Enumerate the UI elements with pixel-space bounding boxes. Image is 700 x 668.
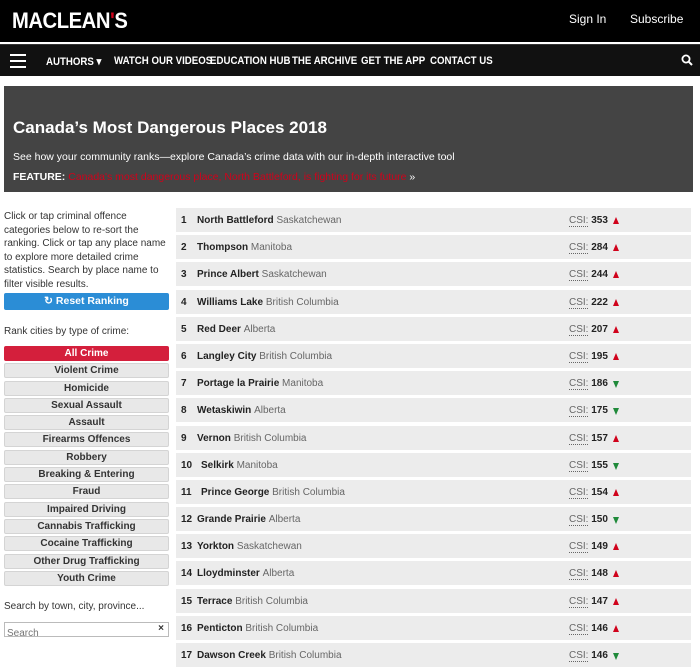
subscribe-link[interactable]: Subscribe: [630, 12, 684, 26]
rank-number: 5: [181, 323, 187, 335]
csi-label[interactable]: CSI:: [569, 378, 589, 390]
trend-up-icon: [613, 543, 619, 550]
city-name: Penticton: [197, 622, 243, 634]
province-name: Saskatchewan: [236, 541, 302, 553]
province-name: British Columbia: [245, 622, 319, 634]
ranking-row[interactable]: [176, 643, 691, 667]
csi-label[interactable]: CSI:: [569, 459, 589, 471]
crime-filter-list: [4, 346, 169, 588]
csi-label[interactable]: CSI:: [569, 622, 589, 634]
nav-contact-us[interactable]: CONTACT US: [430, 55, 493, 67]
ranking-row[interactable]: [176, 616, 691, 640]
place-name[interactable]: [197, 650, 342, 661]
hamburger-menu-icon[interactable]: [10, 54, 26, 67]
rank-number: 11: [181, 486, 192, 498]
ranking-list: [176, 208, 691, 668]
feature-label: FEATURE:: [13, 171, 66, 183]
csi-value: 154: [591, 486, 608, 498]
nav-education-hub[interactable]: EDUCATION HUB: [210, 55, 291, 67]
csi-value: 222: [591, 296, 608, 308]
site-logo[interactable]: MACLEAN'S: [12, 8, 128, 33]
trend-up-icon: [613, 598, 619, 605]
reset-ranking-label: Reset Ranking: [55, 295, 129, 307]
crime-filter-cannabis-trafficking[interactable]: Cannabis Trafficking: [4, 519, 169, 534]
csi-score: [569, 541, 608, 552]
place-name[interactable]: [197, 405, 286, 416]
city-name: Thompson: [197, 242, 249, 254]
clear-search-icon[interactable]: ×: [158, 623, 164, 634]
hero-banner: [4, 86, 693, 192]
ranking-row[interactable]: [176, 534, 691, 558]
trend-up-icon: [613, 435, 619, 442]
csi-value: 207: [591, 323, 608, 335]
city-name: Portage la Prairie: [197, 378, 280, 390]
rank-number: 2: [181, 242, 187, 254]
csi-score: [569, 378, 608, 389]
crime-filter-homicide[interactable]: Homicide: [4, 381, 169, 396]
trend-up-icon: [613, 353, 619, 360]
rank-number: 3: [181, 269, 187, 281]
trend-up-icon: [613, 244, 619, 251]
ranking-row[interactable]: [176, 398, 691, 422]
city-name: North Battleford: [197, 215, 274, 226]
csi-score: [569, 650, 608, 661]
province-name: Alberta: [243, 323, 276, 335]
trend-down-icon: [613, 653, 619, 660]
trend-up-icon: [613, 570, 619, 577]
place-name[interactable]: [197, 324, 275, 335]
place-name[interactable]: [201, 487, 345, 498]
csi-label[interactable]: CSI:: [569, 486, 589, 498]
csi-label[interactable]: CSI:: [569, 350, 589, 362]
instructions-text: Click or tap criminal offence categories below to re-sort the ranking. Click or tap any place name to explore more detailed crime statistics. Search by place name to filter visible results.: [4, 211, 166, 290]
province-name: Alberta: [254, 405, 286, 417]
rank-number: 15: [181, 595, 193, 607]
trend-up-icon: [613, 299, 619, 306]
reset-ranking-button[interactable]: [4, 293, 169, 310]
place-name[interactable]: [197, 433, 307, 444]
csi-value: 186: [591, 378, 608, 390]
ranking-row[interactable]: [176, 561, 691, 585]
trend-down-icon: [613, 463, 619, 470]
place-name[interactable]: [197, 297, 339, 308]
csi-value: 150: [591, 514, 608, 526]
crime-filter-impaired-driving[interactable]: Impaired Driving: [4, 502, 169, 517]
csi-value: 148: [591, 568, 608, 580]
rank-number: 8: [181, 405, 187, 417]
place-name[interactable]: [197, 269, 327, 280]
crime-filter-sexual-assault[interactable]: Sexual Assault: [4, 398, 169, 413]
nav-watch-our-videos[interactable]: WATCH OUR VIDEOS: [114, 55, 213, 67]
trend-up-icon: [613, 489, 619, 496]
city-name: Langley City: [197, 350, 257, 362]
csi-value: 146: [591, 650, 608, 661]
province-name: British Columbia: [268, 650, 342, 661]
csi-score: [569, 433, 608, 444]
csi-value: 195: [591, 350, 608, 362]
city-name: Grande Prairie: [197, 514, 266, 526]
place-name[interactable]: [197, 541, 302, 552]
crime-filter-violent-crime[interactable]: Violent Crime: [4, 363, 169, 378]
search-input[interactable]: [5, 627, 155, 640]
province-name: Saskatchewan: [276, 215, 342, 226]
csi-score: [569, 215, 608, 226]
ranking-row[interactable]: [176, 453, 691, 477]
province-name: British Columbia: [265, 296, 339, 308]
city-name: Dawson Creek: [197, 650, 266, 661]
csi-label[interactable]: CSI:: [569, 269, 589, 281]
province-name: Manitoba: [250, 242, 293, 254]
csi-label[interactable]: CSI:: [569, 242, 589, 254]
city-name: Vernon: [197, 432, 231, 444]
csi-value: 149: [591, 541, 608, 553]
province-name: British Columbia: [235, 595, 308, 607]
place-name[interactable]: [197, 596, 308, 607]
feature-link[interactable]: Canada's most dangerous place, North Battleford, is fighting for its future: [68, 171, 407, 183]
trend-up-icon: [613, 326, 619, 333]
crime-filter-robbery[interactable]: Robbery: [4, 450, 169, 465]
search-label: Search by town, city, province...: [4, 601, 145, 612]
province-name: Alberta: [262, 568, 295, 580]
ranking-row[interactable]: [176, 507, 691, 531]
ranking-row[interactable]: [176, 344, 691, 368]
place-name[interactable]: [197, 514, 300, 525]
crime-filter-all-crime[interactable]: All Crime: [4, 346, 169, 361]
ranking-row[interactable]: [176, 208, 691, 232]
nav-get-the-app[interactable]: GET THE APP: [361, 55, 426, 67]
crime-filter-other-drug-trafficking[interactable]: Other Drug Trafficking: [4, 554, 169, 569]
trend-down-icon: [613, 381, 619, 388]
csi-score: [569, 623, 608, 634]
feature-line: [13, 171, 415, 183]
trend-down-icon: [613, 517, 619, 524]
nav-authors[interactable]: [46, 55, 101, 68]
province-name: Manitoba: [236, 459, 278, 471]
place-name[interactable]: [197, 215, 342, 226]
crime-filter-fraud[interactable]: Fraud: [4, 484, 169, 499]
city-name: Williams Lake: [197, 296, 264, 308]
province-name: Alberta: [268, 514, 301, 526]
city-name: Terrace: [197, 595, 233, 607]
trend-up-icon: [613, 625, 619, 632]
csi-label[interactable]: CSI:: [569, 650, 589, 661]
csi-value: 244: [591, 269, 608, 281]
ranking-row[interactable]: [176, 480, 691, 504]
trend-up-icon: [613, 271, 619, 278]
province-name: Saskatchewan: [261, 269, 327, 281]
province-name: Manitoba: [282, 378, 324, 390]
csi-score: [569, 568, 608, 579]
csi-label[interactable]: CSI:: [569, 541, 589, 553]
crime-filter-youth-crime[interactable]: Youth Crime: [4, 571, 169, 586]
csi-value: 175: [591, 405, 608, 417]
crime-filter-cocaine-trafficking[interactable]: Cocaine Trafficking: [4, 536, 169, 551]
place-name[interactable]: [197, 568, 294, 579]
city-name: Yorkton: [197, 541, 235, 553]
csi-score: [569, 242, 608, 253]
csi-label[interactable]: CSI:: [569, 215, 589, 226]
csi-value: 157: [591, 432, 608, 444]
csi-label[interactable]: CSI:: [569, 323, 589, 335]
csi-label[interactable]: CSI:: [569, 568, 589, 580]
rank-number: 10: [181, 459, 193, 471]
ranking-row[interactable]: [176, 317, 691, 341]
rank-number: 1: [181, 215, 187, 226]
rank-number: 16: [181, 622, 193, 634]
csi-score: [569, 487, 608, 498]
csi-label[interactable]: CSI:: [569, 595, 589, 607]
top-bar: [0, 0, 700, 42]
csi-score: [569, 460, 608, 471]
place-name[interactable]: [201, 460, 278, 471]
rank-number: 6: [181, 350, 187, 362]
csi-score: [569, 269, 608, 280]
feature-suffix: »: [406, 171, 416, 183]
csi-label[interactable]: CSI:: [569, 432, 589, 444]
city-name: Prince Albert: [197, 269, 259, 281]
ranking-row[interactable]: [176, 262, 691, 286]
rank-by-label: Rank cities by type of crime:: [4, 326, 130, 337]
csi-value: 146: [591, 622, 608, 634]
place-name[interactable]: [197, 242, 292, 253]
csi-score: [569, 297, 608, 308]
ranking-row[interactable]: [176, 235, 691, 259]
city-name: Wetaskiwin: [197, 405, 252, 417]
chevron-down-icon: ▾: [96, 56, 102, 68]
sign-in-link[interactable]: Sign In: [569, 12, 607, 26]
city-name: Prince George: [201, 486, 270, 498]
csi-value: 147: [591, 595, 608, 607]
rank-number: 14: [181, 568, 193, 580]
city-name: Selkirk: [201, 459, 234, 471]
nav-the-archive[interactable]: THE ARCHIVE: [292, 55, 358, 67]
csi-value: 353: [591, 215, 608, 226]
csi-score: [569, 405, 608, 416]
hero-subtitle: See how your community ranks—explore Canada’s crime data with our in-depth interactive tool: [13, 151, 455, 163]
city-name: Lloydminster: [197, 568, 260, 580]
province-name: British Columbia: [233, 432, 307, 444]
rank-number: 17: [181, 650, 193, 661]
trend-down-icon: [613, 408, 619, 415]
trend-up-icon: [613, 217, 619, 224]
ranking-row[interactable]: [176, 426, 691, 450]
csi-value: 155: [591, 459, 608, 471]
csi-score: [569, 351, 608, 362]
ranking-row[interactable]: [176, 290, 691, 314]
csi-score: [569, 324, 608, 335]
main-nav: [0, 44, 700, 76]
rank-number: 7: [181, 378, 187, 390]
province-name: British Columbia: [259, 350, 333, 362]
crime-filter-assault[interactable]: Assault: [4, 415, 169, 430]
csi-label[interactable]: CSI:: [569, 296, 589, 308]
ranking-row[interactable]: [176, 589, 691, 613]
crime-filter-breaking-entering[interactable]: Breaking & Entering: [4, 467, 169, 482]
reset-icon: ↻: [44, 295, 53, 307]
crime-filter-firearms-offences[interactable]: Firearms Offences: [4, 432, 169, 447]
place-name[interactable]: [197, 378, 323, 389]
csi-label[interactable]: CSI:: [569, 514, 589, 526]
rank-number: 9: [181, 432, 187, 444]
csi-label[interactable]: CSI:: [569, 405, 589, 417]
csi-score: [569, 596, 608, 607]
province-name: British Columbia: [272, 486, 345, 498]
nav-authors-label: AUTHORS: [46, 56, 94, 68]
search-box: [4, 622, 169, 637]
city-name: Red Deer: [197, 323, 241, 335]
csi-value: 284: [591, 242, 608, 254]
rank-number: 12: [181, 514, 193, 526]
place-name[interactable]: [197, 351, 332, 362]
search-icon[interactable]: [681, 54, 693, 66]
page-title: Canada’s Most Dangerous Places 2018: [13, 118, 328, 137]
csi-score: [569, 514, 608, 525]
rank-number: 4: [181, 296, 187, 308]
rank-number: 13: [181, 541, 193, 553]
ranking-row[interactable]: [176, 371, 691, 395]
place-name[interactable]: [197, 623, 318, 634]
